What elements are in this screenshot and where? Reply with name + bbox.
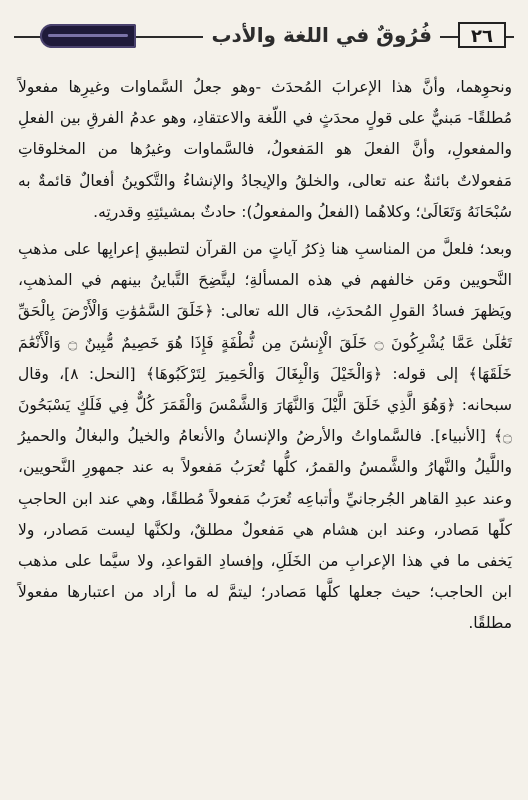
book-title: فُرُوقٌ في اللغة والأدب: [203, 20, 440, 50]
paragraph-2: وبعد؛ فلعلَّ من المناسبِ هنا ذِكرُ آياتٍ من القرآن لتطبيقِ إعرابِها على مذهبِ النَّحويين ومَن خالفهم في هذه المسألةِ؛ ليتَّضِحَ التَّباينُ بينهم في المذهبِ، ويَظهرَ فسادُ القولِ المُحدَثِ، قال الله تعالى: ﴿خَلَقَ السَّمَٰوَٰتِ وَالْأَرْضَ بِالْحَقِّ تَعَٰلَىٰ عَمَّا يُشْرِكُونَ ۝ خَلَقَ الْإِنسَٰنَ مِن نُّطْفَةٍ فَإِذَا هُوَ خَصِيمٌ مُّبِينٌ ۝ وَالْأَنْعَٰمَ خَلَقَهَا﴾ إلى قوله: ﴿وَالْخَيْلَ وَالْبِغَالَ وَالْحَمِيرَ لِتَرْكَبُوهَا﴾ [النحل: ٨]، وقال سبحانه: ﴿وَهُوَ الَّذِي خَلَقَ الَّيْلَ وَالنَّهَارَ وَالشَّمْسَ وَالْقَمَرَ كُلٌّ فِي فَلَكٍ يَسْبَحُونَ ۝﴾ [الأنبياء]. فالسَّماواتُ والأرضُ والإنسانُ والأنعامُ والخيلُ والبغالُ والحميرُ واللَّيلُ والنَّهارُ والشَّمسُ والقمرُ، كلُّها تُعرَبُ مَفعولاً به عند جمهورِ النَّحويين، وعند عبدِ القاهر الجُرجانيِّ وأتباعِه تُعرَبُ مَفعولاً مُطلقًا، وهي عند ابن الحاجبِ كلّها مَصادر، وعند ابن هشام هي مَفعولٌ مطلقٌ، ولكنَّها ليست مَصادر، ولا يَخفى ما في هذا الإعرابِ من الخَلَلِ، وإفسادِ القواعدِ، ولا سيَّما على مذهب ابن الحاجب؛ حيث جعلها كلَّها مَصادر؛ ليتمَّ له ما أراد من اعتبارها مفعولاً مطلقًا.: [18, 240, 512, 633]
main-text: [18, 72, 512, 640]
paragraph-1: ونحوِهما، وأنَّ هذا الإعرابَ المُحدَث -وهو جعلُ السَّماوات وغيرِها مفعولاً مُطلقًا- مَبنيٌّ على قولٍ محدَثٍ في اللّغة والاعتقادِ، وهو عدمُ الفرقِ بين الفعلِ والمفعولِ، وأنَّ الفعلَ هو المَفعولُ، فالسَّماوات وغيرُها من المخلوقاتِ مَفعولاتٌ بائنةٌ عنه تعالى، والخلقُ والإيجادُ والإنشاءُ والتَّكوينُ أفعالٌ قائمةٌ به سُبْحَانَهُ وَتَعَالَىٰ؛ وكلاهُما (الفعلُ والمفعولُ): حادثٌ بمشيئتِهِ وقدرتِه.: [18, 78, 512, 221]
page-number: ٢٦: [458, 22, 506, 48]
running-header: [14, 16, 514, 60]
header-ornament-icon: [40, 24, 136, 48]
